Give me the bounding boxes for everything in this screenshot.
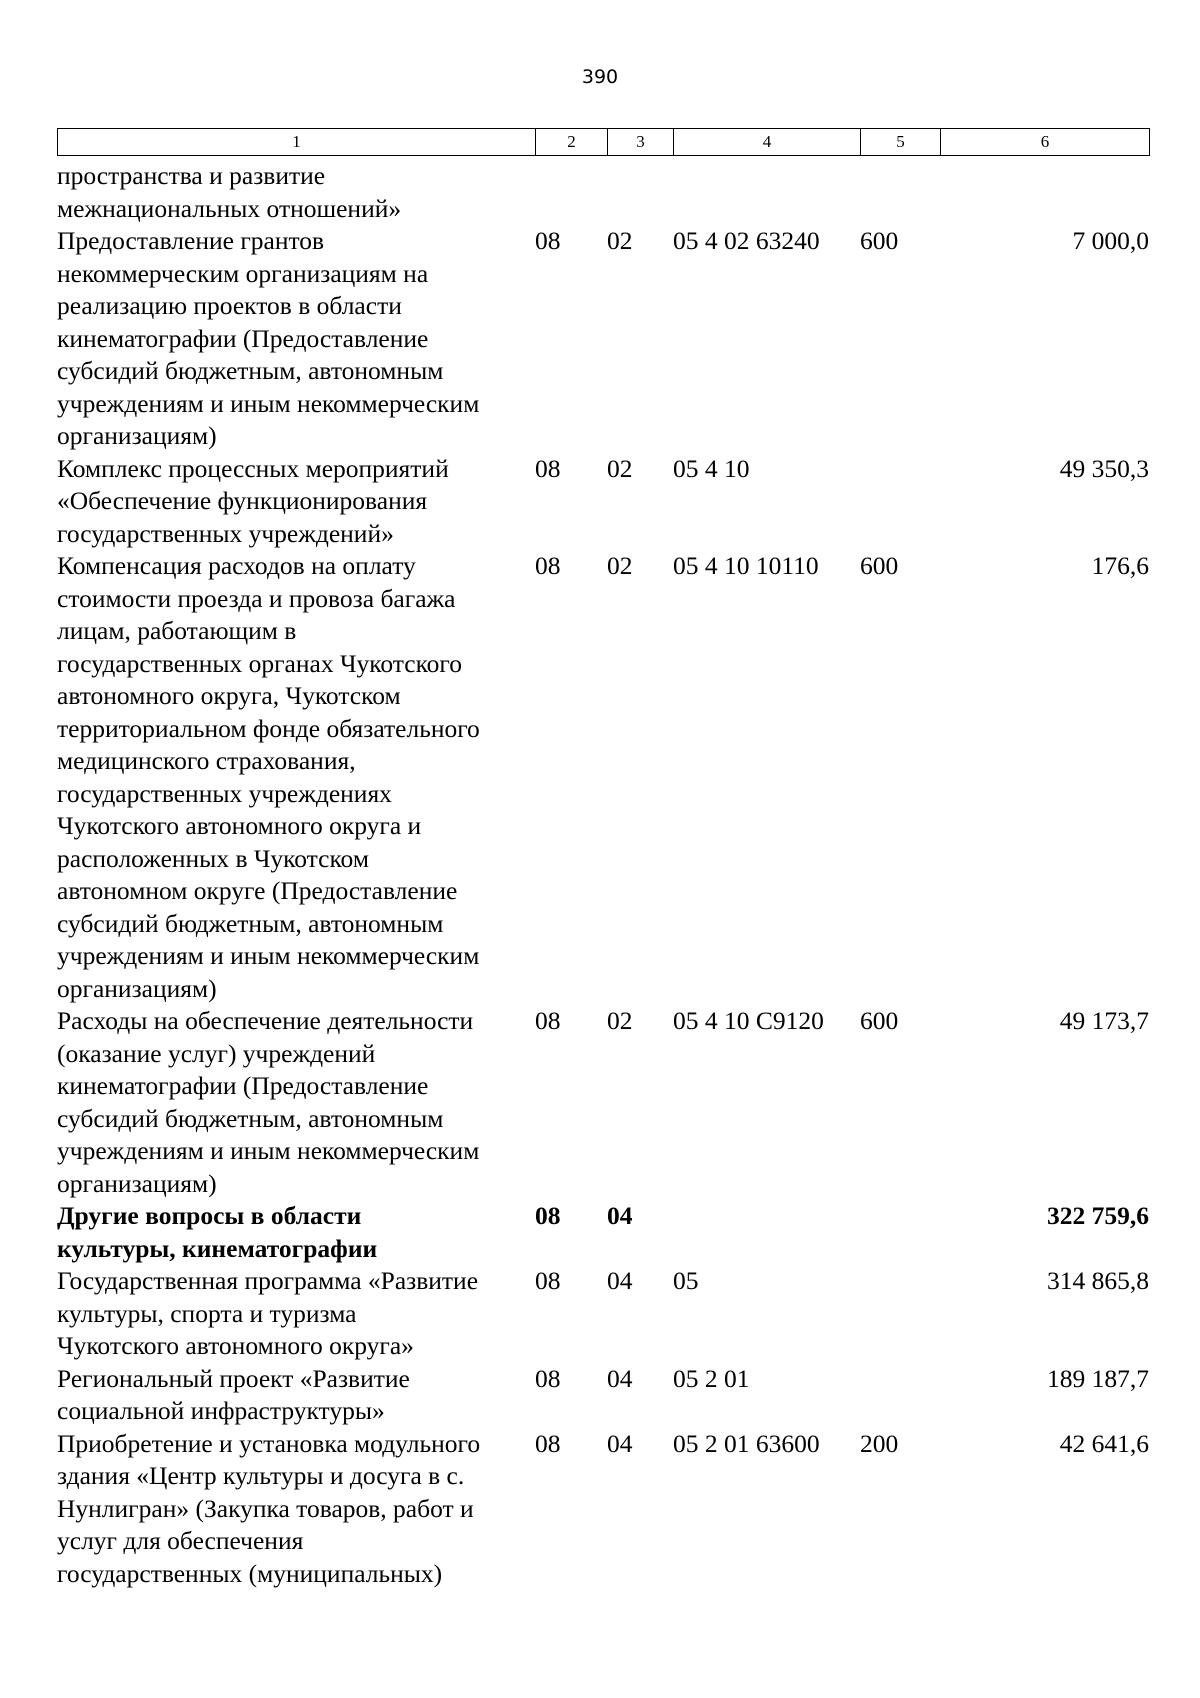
budget-table <box>57 160 1149 1590</box>
description-line: субсидий бюджетным, автономным <box>57 1103 444 1133</box>
description-line: услуг для обеспечения <box>57 1526 304 1555</box>
subsection-code <box>607 160 673 225</box>
description-line: здания «Центр культуры и досуга в с. <box>57 1461 465 1490</box>
description-line: Чукотского автономного округа и <box>57 811 422 840</box>
description-line: Региональный проект «Развитие <box>57 1363 410 1393</box>
row-description <box>57 1363 535 1428</box>
subsection-code: 04 <box>607 1428 633 1458</box>
column-header-1: 1 <box>58 129 536 156</box>
description-line: кинематографии (Предоставление <box>57 323 429 353</box>
target-article-code: 05 4 10 С9120 <box>673 1006 824 1035</box>
description-line: Предоставление грантов <box>57 226 325 255</box>
section-code: 08 <box>535 226 561 255</box>
budget-table-body <box>57 160 1149 1590</box>
description-line: Чукотского автономного округа» <box>57 1331 414 1360</box>
section-code: 08 <box>535 1266 561 1295</box>
table-row <box>57 1200 1149 1265</box>
subsection-code: 02 <box>607 551 633 580</box>
description-line: учреждениям и иным некоммерческим <box>57 941 480 970</box>
row-description <box>57 1265 535 1363</box>
target-article-code: 05 4 10 10110 <box>673 551 819 580</box>
description-line: расположенных в Чукотском <box>57 843 369 873</box>
expense-type-code <box>860 160 940 225</box>
description-line: субсидий бюджетным, автономным <box>57 356 444 385</box>
subsection-code: 04 <box>607 1266 633 1295</box>
table-row <box>57 1428 1149 1591</box>
amount: 314 865,8 <box>1047 1266 1149 1295</box>
description-line: культуры, спорта и туризма <box>57 1298 357 1328</box>
target-article-code: 05 4 02 63240 <box>673 226 820 255</box>
target-article-code: 05 4 10 <box>673 453 750 483</box>
target-article-code: 05 2 01 <box>673 1363 750 1393</box>
description-line: социальной инфраструктуры» <box>57 1396 385 1425</box>
description-line: культуры, кинематографии <box>57 1233 378 1263</box>
amount: 322 759,6 <box>1047 1201 1149 1230</box>
expense-type-code: 600 <box>860 226 899 255</box>
description-line: Приобретение и установка модульного <box>57 1428 481 1458</box>
description-line: реализацию проектов в области <box>57 291 402 320</box>
description-line: государственных учреждениях <box>57 778 392 808</box>
expense-type-code <box>860 453 940 551</box>
subsection-code: 04 <box>607 1363 633 1393</box>
amount: 49 350,3 <box>1059 453 1149 483</box>
column-header-4: 4 <box>674 129 861 156</box>
description-line: государственных (муниципальных) <box>57 1558 443 1588</box>
table-row <box>57 550 1149 1005</box>
row-description <box>57 550 535 1005</box>
description-line: кинематографии (Предоставление <box>57 1071 429 1100</box>
description-line: государственных учреждений» <box>57 518 394 548</box>
section-code: 08 <box>535 1006 561 1035</box>
row-description <box>57 453 535 551</box>
description-line: Государственная программа «Развитие <box>57 1266 479 1295</box>
section-code: 08 <box>535 1363 561 1393</box>
description-line: автономном округе (Предоставление <box>57 876 458 905</box>
table-row <box>57 1265 1149 1363</box>
table-row <box>57 453 1149 551</box>
table-row <box>57 160 1149 225</box>
description-line: организациям) <box>57 1168 217 1198</box>
description-line: организациям) <box>57 421 217 450</box>
table-row <box>57 225 1149 453</box>
column-header-5: 5 <box>861 129 941 156</box>
column-header-3: 3 <box>608 129 674 156</box>
description-line: учреждениям и иным некоммерческим <box>57 1136 480 1165</box>
section-code: 08 <box>535 1201 561 1230</box>
page-number: 390 <box>581 66 619 88</box>
subsection-code: 02 <box>607 226 633 255</box>
description-line: автономного округа, Чукотском <box>57 681 401 710</box>
subsection-code: 02 <box>607 1006 633 1035</box>
target-article-code: 05 2 01 63600 <box>673 1428 820 1458</box>
column-header-6: 6 <box>941 129 1150 156</box>
subsection-code: 02 <box>607 453 633 483</box>
description-line: пространства и развитие <box>57 161 326 190</box>
description-line: учреждениям и иным некоммерческим <box>57 388 480 418</box>
target-article-code: 05 <box>673 1266 699 1295</box>
table-row <box>57 1363 1149 1428</box>
description-line: Расходы на обеспечение деятельности <box>57 1006 474 1035</box>
table-row <box>57 1005 1149 1200</box>
description-line: организациям) <box>57 973 217 1003</box>
description-line: Компенсация расходов на оплату <box>57 551 416 580</box>
subsection-code: 04 <box>607 1201 633 1230</box>
section-code: 08 <box>535 1428 561 1458</box>
row-description <box>57 160 535 225</box>
description-line: государственных органах Чукотского <box>57 648 462 678</box>
expense-type-code: 200 <box>860 1428 899 1458</box>
section-code: 08 <box>535 453 561 483</box>
description-line: (оказание услуг) учреждений <box>57 1038 376 1068</box>
expense-type-code <box>860 1200 940 1265</box>
description-line: Другие вопросы в области <box>57 1201 362 1230</box>
target-article-code <box>673 160 860 225</box>
amount: 42 641,6 <box>1059 1428 1149 1458</box>
row-description <box>57 1200 535 1265</box>
amount <box>940 160 1149 225</box>
description-line: Комплекс процессных мероприятий <box>57 453 449 483</box>
amount: 7 000,0 <box>1072 226 1149 255</box>
description-line: Нунлигран» (Закупка товаров, работ и <box>57 1493 474 1523</box>
row-description <box>57 1428 535 1591</box>
description-line: лицам, работающим в <box>57 616 297 645</box>
description-line: «Обеспечение функционирования <box>57 486 428 515</box>
section-code: 08 <box>535 551 561 580</box>
row-description <box>57 225 535 453</box>
description-line: территориальном фонде обязательного <box>57 713 480 743</box>
column-header-row <box>57 128 1150 156</box>
expense-type-code: 600 <box>860 1006 899 1035</box>
column-header-2: 2 <box>536 129 608 156</box>
section-code <box>535 160 607 225</box>
description-line: некоммерческим организациям на <box>57 258 429 288</box>
expense-type-code <box>860 1363 940 1428</box>
description-line: субсидий бюджетным, автономным <box>57 908 444 938</box>
amount: 49 173,7 <box>1059 1006 1149 1035</box>
description-line: медицинского страхования, <box>57 746 356 775</box>
amount: 189 187,7 <box>1047 1363 1149 1393</box>
description-line: стоимости проезда и провоза багажа <box>57 583 456 613</box>
expense-type-code <box>860 1265 940 1363</box>
row-description <box>57 1005 535 1200</box>
target-article-code <box>673 1200 860 1265</box>
expense-type-code: 600 <box>860 551 899 580</box>
description-line: межнациональных отношений» <box>57 193 402 223</box>
amount: 176,6 <box>1091 551 1149 580</box>
